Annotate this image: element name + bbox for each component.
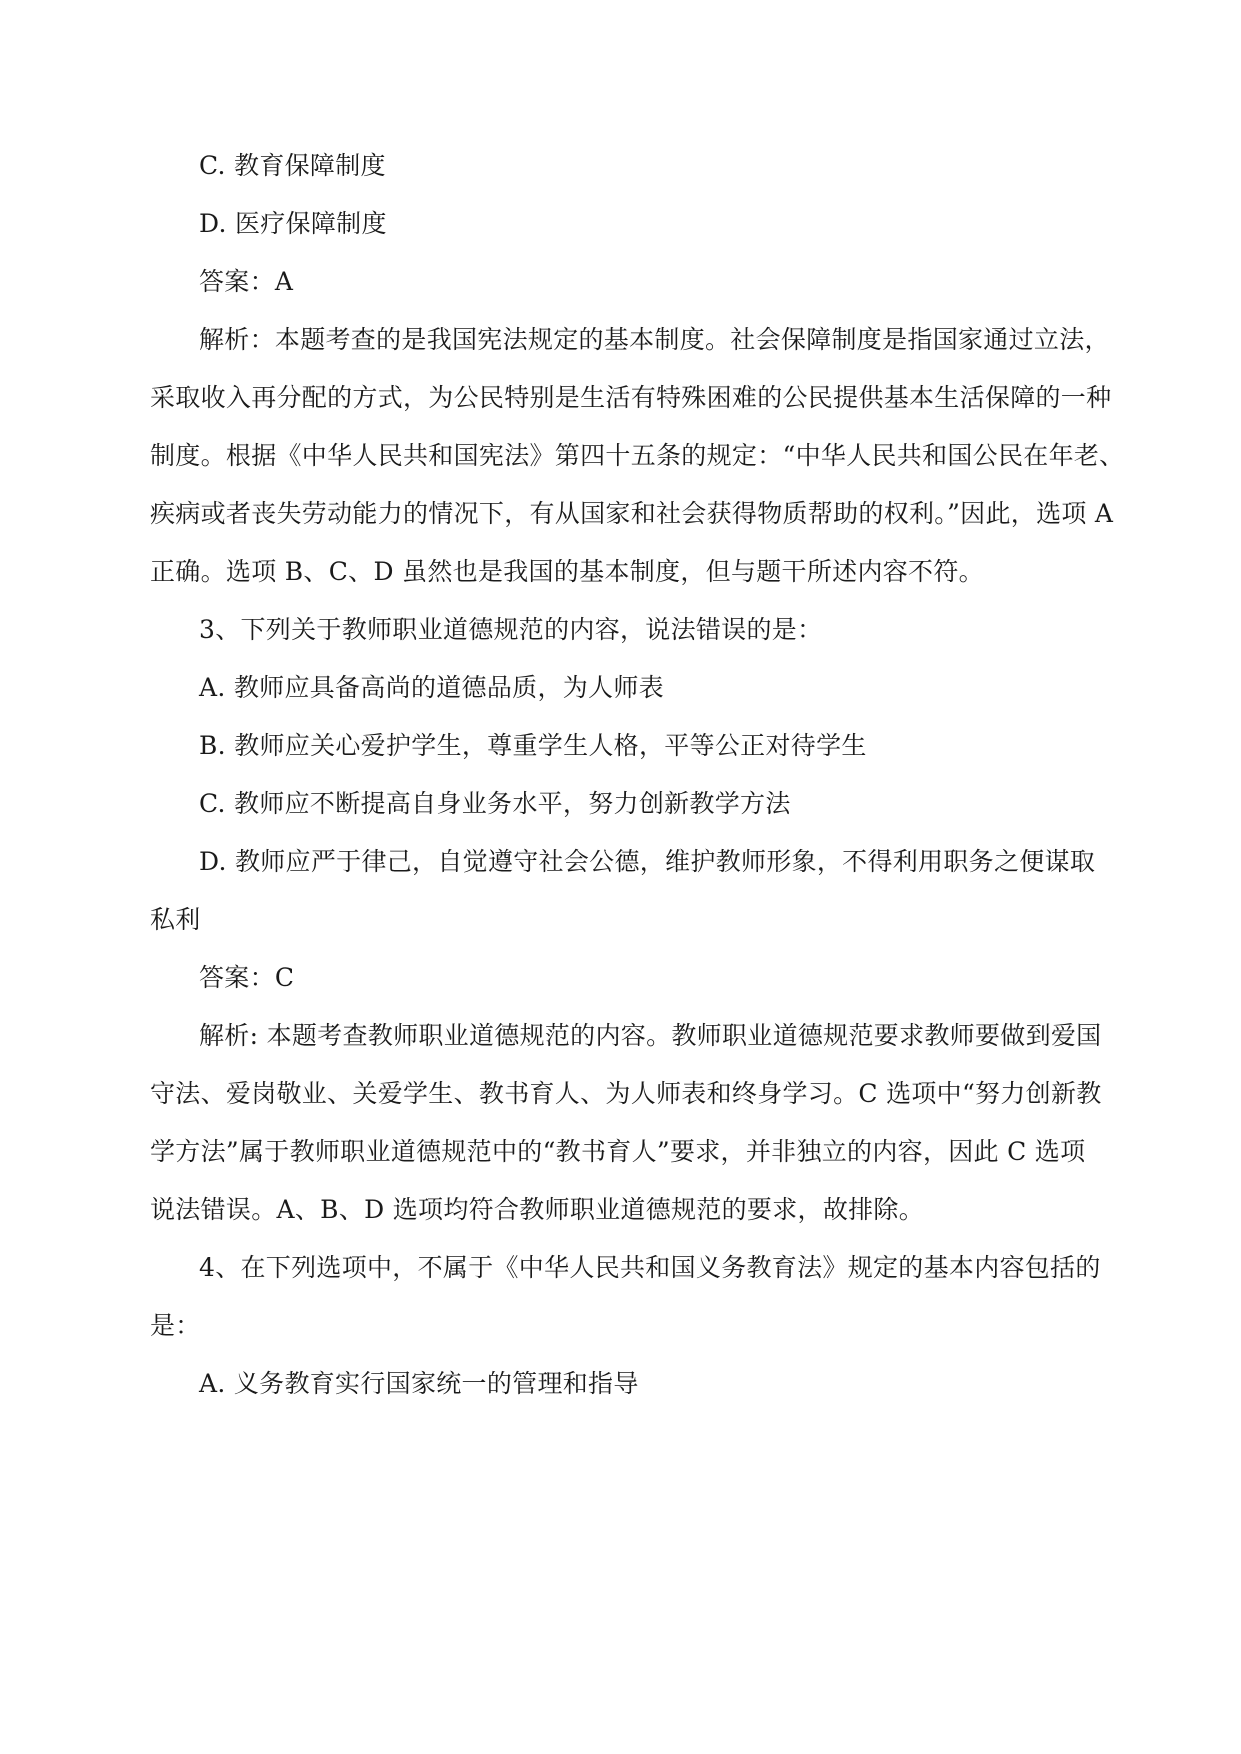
explanation-q2-line-2: 采取收入再分配的方式，为公民特别是生活有特殊困难的公民提供基本生活保障的一种 xyxy=(150,383,1112,412)
explanation-q3-line-3: 学方法”属于教师职业道德规范中的“教书育人”要求，并非独立的内容，因此 C 选项 xyxy=(150,1137,1086,1166)
option-d-q3-line-2: 私利 xyxy=(150,905,201,934)
answer-q3: 答案：C xyxy=(199,963,295,992)
explanation-q2-line-4: 疾病或者丧失劳动能力的情况下，有从国家和社会获得物质帮助的权利。”因此，选项 A xyxy=(150,499,1114,528)
explanation-q3-line-2: 守法、爱岗敬业、关爱学生、教书育人、为人师表和终身学习。C 选项中“努力创新教 xyxy=(150,1079,1102,1108)
option-b-q3: B. 教师应关心爱护学生，尊重学生人格，平等公正对待学生 xyxy=(199,731,867,760)
option-d-q2: D. 医疗保障制度 xyxy=(199,209,387,238)
question-4-line-2: 是： xyxy=(150,1311,201,1340)
explanation-q2-line-5: 正确。选项 B、C、D 虽然也是我国的基本制度，但与题干所述内容不符。 xyxy=(150,557,984,586)
option-c-q3: C. 教师应不断提高自身业务水平，努力创新教学方法 xyxy=(199,789,791,818)
question-3: 3、下列关于教师职业道德规范的内容，说法错误的是： xyxy=(199,615,823,644)
question-4-line-1: 4、在下列选项中，不属于《中华人民共和国义务教育法》规定的基本内容包括的 xyxy=(199,1253,1101,1282)
explanation-q3-line-1: 解析: 本题考查教师职业道德规范的内容。教师职业道德规范要求教师要做到爱国 xyxy=(199,1021,1102,1050)
option-a-q3: A. 教师应具备高尚的道德品质，为人师表 xyxy=(199,673,664,702)
explanation-q2-line-1: 解析：本题考查的是我国宪法规定的基本制度。社会保障制度是指国家通过立法， xyxy=(199,325,1110,354)
explanation-q2-line-3: 制度。根据《中华人民共和国宪法》第四十五条的规定：“中华人民共和国公民在年老、 xyxy=(150,441,1125,470)
answer-q2: 答案：A xyxy=(199,267,294,296)
option-d-q3-line-1: D. 教师应严于律己，自觉遵守社会公德，维护教师形象，不得利用职务之便谋取 xyxy=(199,847,1096,876)
explanation-q3-line-4: 说法错误。A、B、D 选项均符合教师职业道德规范的要求，故排除。 xyxy=(150,1195,925,1224)
option-a-q4: A. 义务教育实行国家统一的管理和指导 xyxy=(199,1369,639,1398)
option-c-q2: C. 教育保障制度 xyxy=(199,151,386,180)
